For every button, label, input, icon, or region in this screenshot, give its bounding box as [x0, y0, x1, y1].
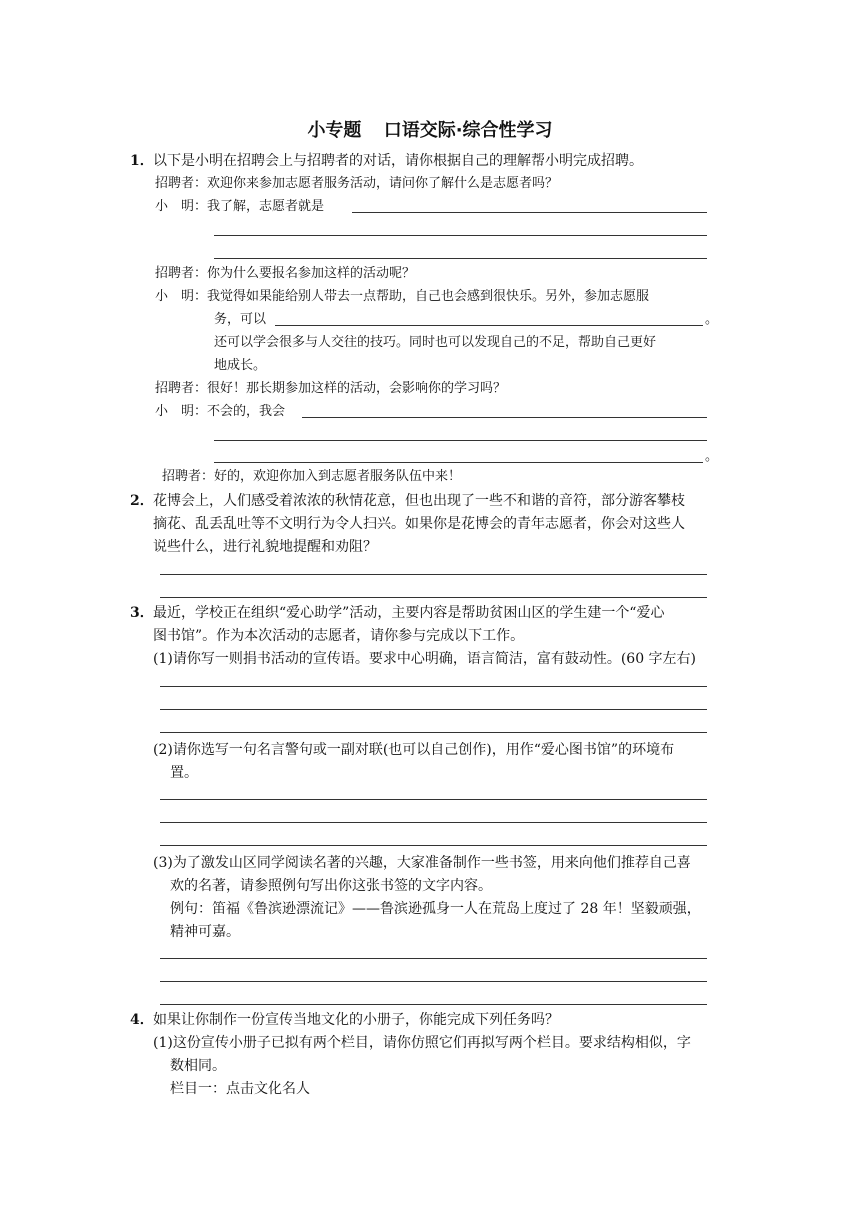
dialog-line: 招聘者：很好！那长期参加这样的活动，会影响你的学习吗？: [155, 381, 507, 396]
answer-line[interactable]: [275, 325, 703, 326]
question-number: 1．: [130, 153, 154, 169]
question-number: 2．: [130, 493, 154, 509]
sub-question-1: (1)请你写一则捐书活动的宣传语。要求中心明确，语言简洁，富有鼓动性。(60 字左右): [153, 651, 697, 667]
answer-line[interactable]: [214, 462, 703, 463]
answer-line[interactable]: [302, 417, 707, 418]
answer-line[interactable]: [160, 686, 707, 687]
answer-line[interactable]: [160, 732, 707, 733]
question-text: 花博会上，人们感受着浓浓的秋情花意，但也出现了一些不和谐的音符，部分游客攀枝: [153, 493, 685, 509]
question-text: 最近，学校正在组织“爱心助学”活动，主要内容是帮助贫困山区的学生建一个“爱心: [153, 605, 665, 621]
answer-line[interactable]: [214, 258, 707, 259]
example-sentence-cont: 精神可嘉。: [170, 924, 240, 940]
answer-line[interactable]: [160, 822, 707, 823]
dialog-line: 招聘者：好的，欢迎你加入到志愿者服务队伍中来！: [162, 469, 462, 484]
answer-line[interactable]: [160, 958, 707, 959]
answer-line[interactable]: [160, 981, 707, 982]
question-number: 3．: [130, 605, 154, 621]
sub-question-1: (1)这份宣传小册子已拟有两个栏目，请你仿照它们再拟写两个栏目。要求结构相似，字: [153, 1035, 691, 1051]
sub-question-3-cont: 欢的名著，请参照例句写出你这张书签的文字内容。: [170, 878, 492, 894]
answer-line[interactable]: [160, 597, 707, 598]
answer-line[interactable]: [214, 235, 707, 236]
sub-question-2-cont: 置。: [170, 765, 198, 781]
dialog-line: 地成长。: [214, 358, 267, 373]
title-part2: 口语交际·综合性学习: [383, 120, 553, 141]
sub-question-3: (3)为了激发山区同学阅读名著的兴趣，大家准备制作一些书签，用来向他们推荐自己喜: [153, 855, 691, 871]
answer-line[interactable]: [160, 1004, 707, 1005]
question-text: 图书馆”。作为本次活动的志愿者，请你参与完成以下工作。: [153, 628, 525, 644]
period-mark: 。: [705, 312, 719, 327]
dialog-line: 招聘者：你为什么要报名参加这样的活动呢？: [155, 266, 416, 281]
answer-line[interactable]: [352, 212, 707, 213]
sub-question-1-cont: 数相同。: [170, 1058, 226, 1074]
question-text: 摘花、乱丢乱吐等不文明行为令人扫兴。如果你是花博会的青年志愿者，你会对这些人: [153, 516, 685, 532]
period-mark: 。: [705, 449, 719, 464]
answer-line[interactable]: [214, 440, 707, 441]
answer-line[interactable]: [160, 845, 707, 846]
question-text: 如果让你制作一份宣传当地文化的小册子，你能完成下列任务吗？: [153, 1012, 559, 1028]
answer-line[interactable]: [160, 799, 707, 800]
page-title: [0, 116, 860, 142]
dialog-line: 务，可以: [214, 312, 267, 327]
dialog-line: 小 明：不会的，我会: [155, 404, 286, 419]
dialog-line: 小 明：我觉得如果能给别人带去一点帮助，自己也会感到很快乐。另外，参加志愿服: [155, 289, 650, 304]
dialog-line: 还可以学会很多与人交往的技巧。同时也可以发现自己的不足，帮助自己更好: [214, 335, 657, 350]
sub-question-2: (2)请你选写一句名言警句或一副对联(也可以自己创作)，用作“爱心图书馆”的环境布: [153, 742, 675, 758]
column-example: 栏目一：点击文化名人: [170, 1081, 310, 1097]
example-sentence: 例句：笛福《鲁滨逊漂流记》——鲁滨逊孤身一人在荒岛上度过了 28 年！坚毅顽强，: [170, 901, 701, 917]
dialog-line: 小 明：我了解，志愿者就是: [155, 199, 325, 214]
question-text: 说些什么，进行礼貌地提醒和劝阻？: [153, 539, 377, 555]
answer-line[interactable]: [160, 709, 707, 710]
title-part1: 小专题: [307, 120, 362, 141]
question-number: 4．: [130, 1012, 154, 1028]
dialog-line: 招聘者：欢迎你来参加志愿者服务活动，请问你了解什么是志愿者吗？: [155, 176, 559, 191]
answer-line[interactable]: [160, 574, 707, 575]
question-text: 以下是小明在招聘会上与招聘者的对话，请你根据自己的理解帮小明完成招聘。: [153, 153, 643, 169]
